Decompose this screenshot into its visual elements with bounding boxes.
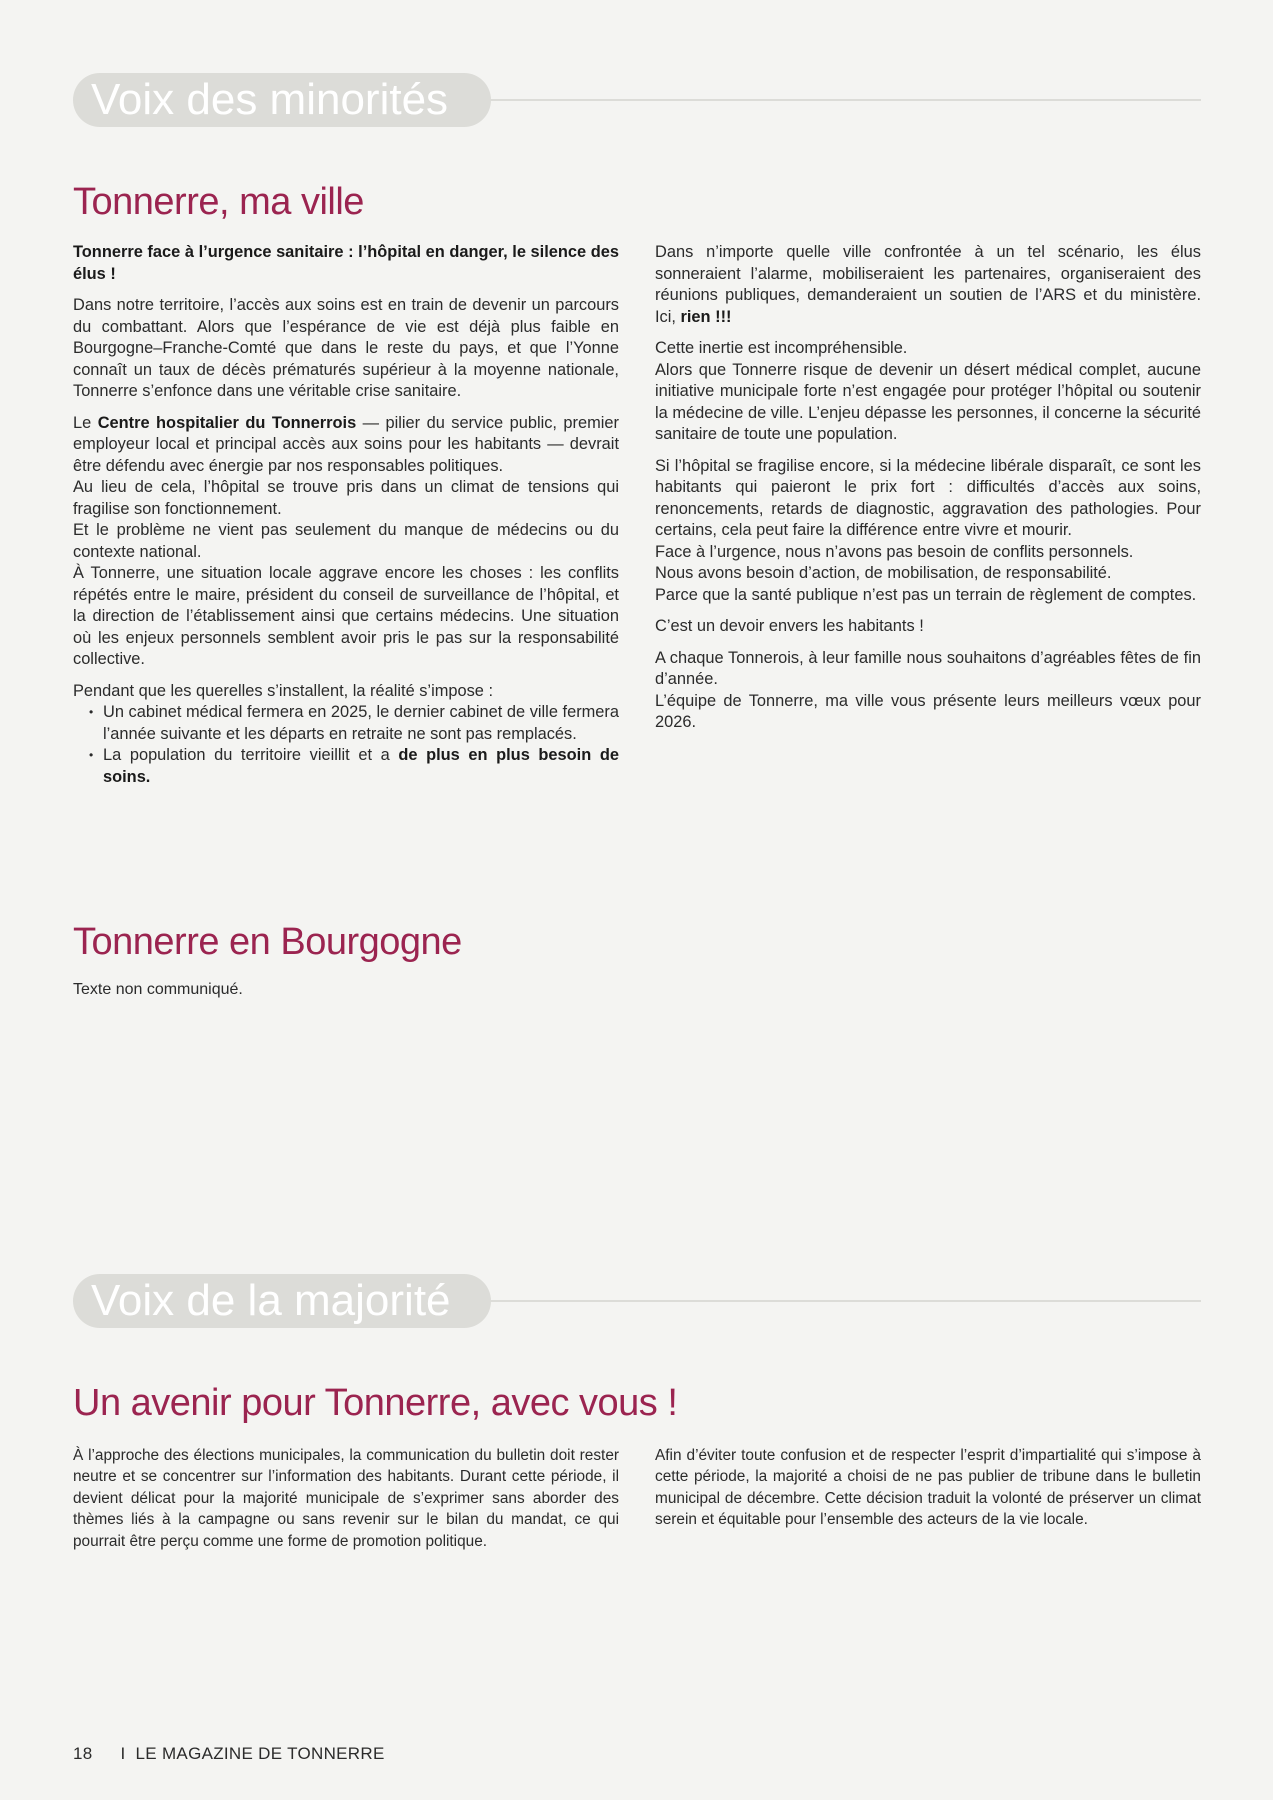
- article-left-column: [73, 242, 619, 798]
- paragraph: Le Centre hospitalier du Tonnerrois — pilier du service public, premier employeur local et principal accès aux soins pour les habitants — devrait être défendu avec énergie par nos responsables politiques.: [73, 413, 619, 475]
- paragraph: Face à l’urgence, nous n’avons pas besoin de conflits personnels.: [655, 542, 1134, 561]
- footer-separator: I: [120, 1744, 126, 1763]
- paragraph: Nous avons besoin d’action, de mobilisation, de responsabilité.: [655, 564, 1112, 582]
- paragraph: Parce que la santé publique n’est pas un terrain de règlement de comptes.: [655, 585, 1197, 604]
- paragraph: Et le problème ne vient pas seulement du manque de médecins ou du contexte national.: [73, 521, 619, 561]
- majority-left-column: [73, 1445, 619, 1562]
- paragraph: Au lieu de cela, l’hôpital se trouve pris dans un climat de tensions qui fragilise son fonctionnement.: [73, 478, 619, 518]
- page-number: 18: [73, 1744, 93, 1763]
- article-right-column: [655, 242, 1201, 734]
- paragraph: Cette inertie est incompréhensible.: [655, 339, 908, 357]
- paragraph: C’est un devoir envers les habitants !: [655, 617, 924, 635]
- group-title-tonnerre-en-bourgogne: Tonnerre en Bourgogne: [73, 921, 462, 963]
- paragraph: Afin d’éviter toute confusion et de respecter l’esprit d’impartialité qui s’impose à cette période, la majorité a choisi de ne pas publier de tribune dans le bulletin municipal de décembre. Cette décision traduit la volonté de préserver un climat serein et équitable pour l’ensemble des acteurs de la vie locale.: [655, 1447, 1201, 1529]
- group-title-tonnerre-ma-ville: Tonnerre, ma ville: [73, 181, 364, 223]
- list-item: • Un cabinet médical fermera en 2025, le dernier cabinet de ville fermera l’année suivante et les départs en retraite ne sont pas remplacés.: [103, 702, 619, 745]
- majority-article-title: Un avenir pour Tonnerre, avec vous !: [73, 1382, 678, 1424]
- list-item: • La population du territoire vieillit et a de plus en plus besoin de soins.: [103, 745, 619, 788]
- paragraph: L’équipe de Tonnerre, ma ville vous présente leurs meilleurs vœux pour 2026.: [655, 691, 1201, 731]
- paragraph: Si l’hôpital se fragilise encore, si la médecine libérale disparaît, ce sont les habitants qui paieront le prix fort : difficultés d’accès aux soins, renoncements, retards de diagnostic, aggravation des pathologies. Pour certains, cela peut faire la différence entre vivre et mourir.: [655, 456, 1201, 539]
- magazine-name: LE MAGAZINE DE TONNERRE: [135, 1744, 385, 1763]
- paragraph: Dans notre territoire, l’accès aux soins est en train de devenir un parcours du combattant. Alors que l’espérance de vie est déjà plus faible en Bourgogne–Franche-Comté que dans le reste du pays, et que l’Yonne connaît un taux de décès prématurés supérieur à la moyenne nationale, Tonnerre s’enfonce dans une véritable crise sanitaire.: [73, 296, 619, 400]
- paragraph: À l’approche des élections municipales, la communication du bulletin doit rester neutre et se concentrer sur l’information des habitants. Durant cette période, il devient délicat pour la majorité municipale de s’exprimer sans aborder des thèmes liés à la campagne ou sans revenir sur le bilan du mandat, ce qui pourrait être perçu comme une forme de promotion politique.: [73, 1447, 619, 1550]
- majority-right-column: [655, 1445, 1201, 1541]
- majority-banner: [73, 1274, 1201, 1328]
- paragraph: Dans n’importe quelle ville confrontée à un tel scénario, les élus sonneraient l’alarme, mobiliseraient les partenaires, organiseraient des réunions publiques, demanderaient un soutien de l’ARS et du ministère. Ici, rien !!!: [655, 243, 1201, 326]
- paragraph: Alors que Tonnerre risque de devenir un désert médical complet, aucune initiative municipale forte n’est engagée pour protéger l’hôpital ou soutenir la médecine de ville. L’enjeu dépasse les personnes, il concerne la sécurité sanitaire de toute une population.: [655, 360, 1201, 443]
- minorities-banner: [73, 73, 1201, 127]
- bullet-list: [73, 702, 619, 788]
- banner-title: Voix des minorités: [73, 73, 491, 127]
- page-footer: [73, 1744, 385, 1764]
- not-communicated-note: Texte non communiqué.: [73, 981, 243, 998]
- paragraph: A chaque Tonnerois, à leur famille nous souhaitons d’agréables fêtes de fin d’année.: [655, 648, 1201, 688]
- paragraph: Pendant que les querelles s’installent, la réalité s’impose :: [73, 681, 494, 700]
- paragraph: À Tonnerre, une situation locale aggrave encore les choses : les conflits répétés entre le maire, président du conseil de surveillance de l’hôpital, et la direction de l’établissement ainsi que certains médecins. Une situation où les enjeux personnels semblent avoir pris le pas sur la responsabilité collective.: [73, 564, 619, 668]
- article-intro: Tonnerre face à l’urgence sanitaire : l’hôpital en danger, le silence des élus !: [73, 243, 619, 283]
- banner-title: Voix de la majorité: [73, 1274, 491, 1328]
